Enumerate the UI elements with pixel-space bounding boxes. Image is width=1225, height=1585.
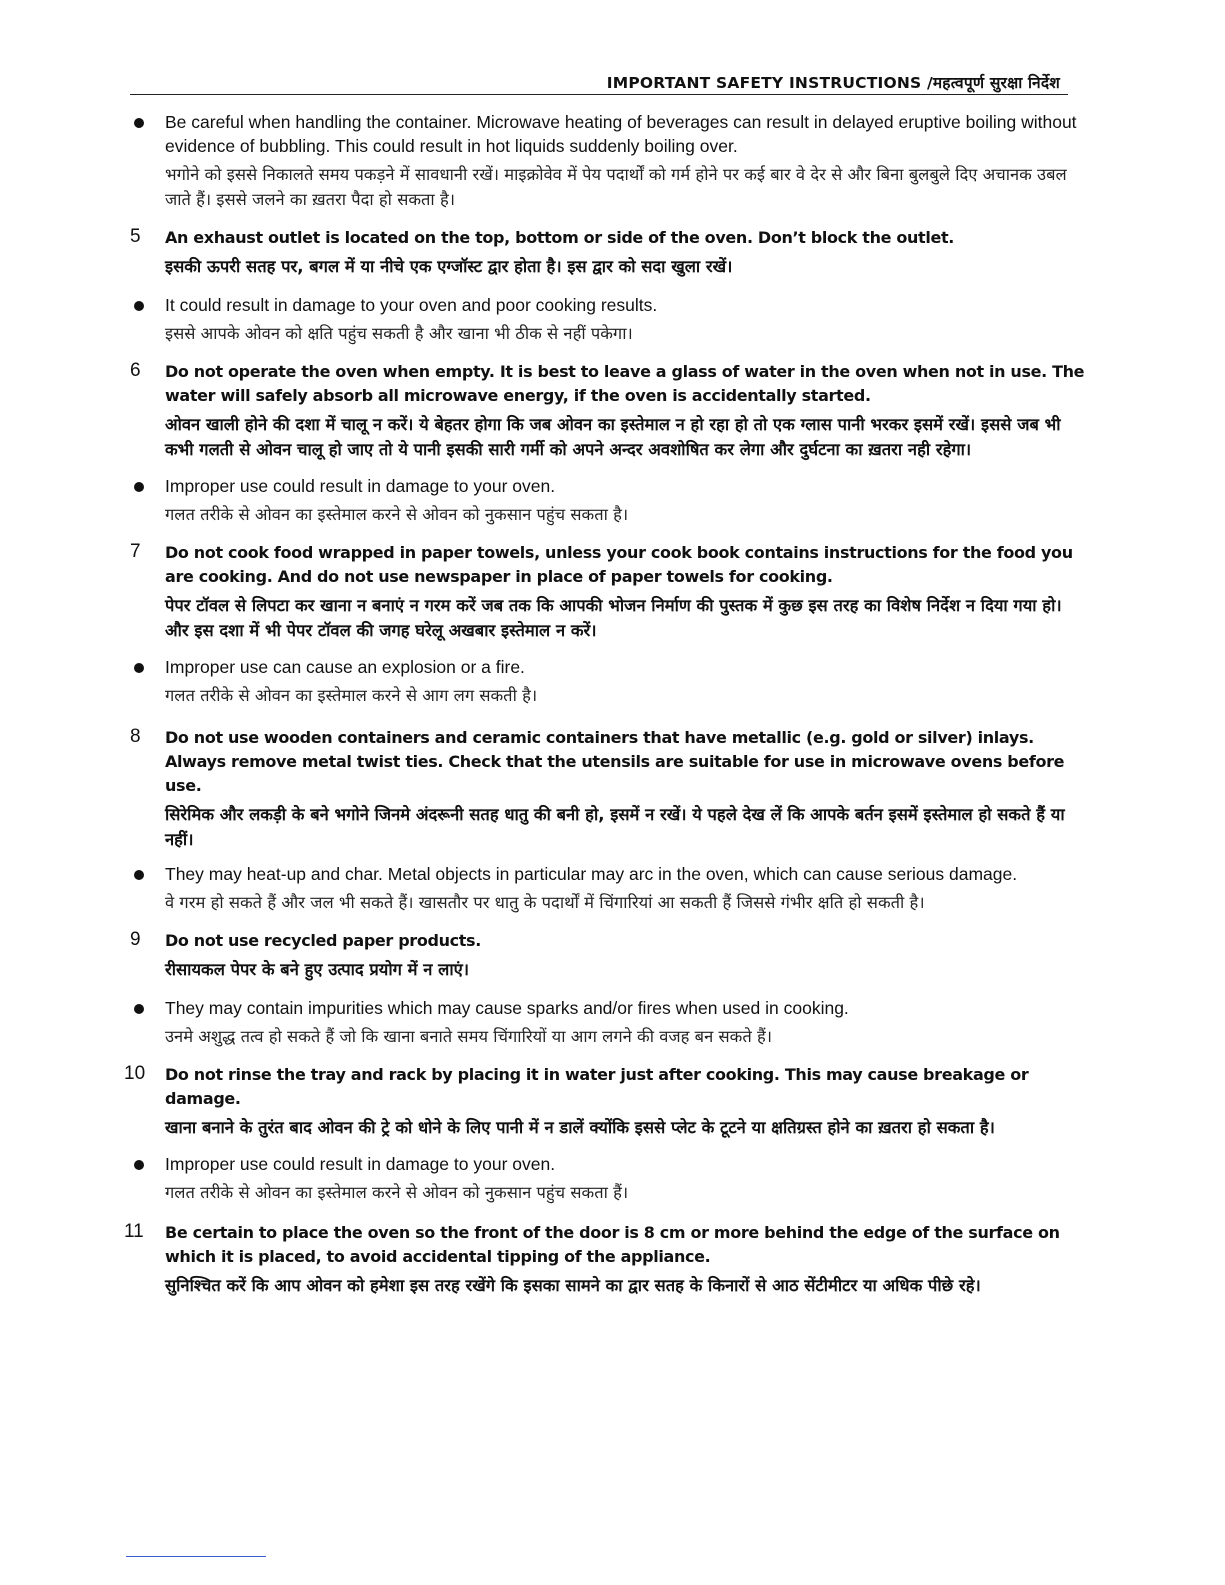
- english-text: An exhaust outlet is located on the top, bottom or side of the oven. Don’t block the outlet.: [165, 228, 954, 247]
- english-text: They may contain impurities which may cause sparks and/or fires when used in cooking.: [165, 998, 849, 1018]
- hindi-text: उनमे अशुद्ध तत्व हो सकते हैं जो कि खाना बनाते समय चिंगारियों या आग लगने की वजह बन सकते हैं।: [165, 1027, 772, 1046]
- english-text: Do not operate the oven when empty. It is best to leave a glass of water in the oven when not in use. The water will safely absorb all microwave energy, if the oven is accidentally started.: [165, 362, 1085, 405]
- english-text: They may heat-up and char. Metal objects in particular may arc in the oven, which can cause serious damage.: [165, 864, 1018, 884]
- english-text: It could result in damage to your oven and poor cooking results.: [165, 295, 658, 315]
- english-text: Improper use could result in damage to your oven.: [165, 1154, 556, 1174]
- bullet-icon: [134, 1160, 144, 1170]
- numbered-item: [130, 726, 1085, 852]
- bullet-icon: [134, 1004, 144, 1014]
- hindi-text: खाना बनाने के तुरंत बाद ओवन की ट्रे को धोने के लिए पानी में न डालें क्योंकि इससे प्लेट के टूटने या क्षतिग्रस्त होने का ख़तरा हो सकता है।: [165, 1118, 995, 1137]
- hindi-text: वे गरम हो सकते हैं और जल भी सकते हैं। खासतौर पर धातु के पदार्थों में चिंगारियां आ सकती हैं जिससे गंभीर क्षति हो सकती है।: [165, 893, 925, 912]
- hindi-text: ओवन खाली होने की दशा में चालू न करें। ये बेहतर होगा कि जब ओवन का इस्तेमाल न हो रहा हो तो एक ग्लास पानी भरकर इसमें रखें। इससे जब भी कभी गलती से ओवन चालू हो जाए तो ये पानी इसकी सारी गर्मी को अपने अन्दर अवशोषित कर लेगा और दुर्घटना का ख़तरा नही रहेगा।: [165, 415, 1061, 459]
- bullet-icon: [134, 301, 144, 311]
- numbered-item: [130, 226, 1085, 279]
- hindi-text: गलत तरीके से ओवन का इस्तेमाल करने से ओवन को नुकसान पहुंच सकता हैं।: [165, 1183, 629, 1202]
- page-header: [130, 68, 1068, 95]
- numbered-item: [124, 1063, 1085, 1140]
- english-text: Do not rinse the tray and rack by placing it in water just after cooking. This may cause breakage or damage.: [165, 1065, 1029, 1108]
- english-text: Be certain to place the oven so the front of the door is 8 cm or more behind the edge of the surface on which it is placed, to avoid accidental tipping of the appliance.: [165, 1223, 1060, 1266]
- bullet-icon: [134, 482, 144, 492]
- hindi-text: भगोने को इससे निकालते समय पकड़ने में सावधानी रखें। माइक्रोवेव में पेय पदार्थों को गर्म होने पर कई बार वे देर से और बिना बुलबुले दिए अचानक उबल जाते हैं। इससे जलने का ख़तरा पैदा हो सकता है।: [165, 165, 1067, 209]
- english-text: Be careful when handling the container. Microwave heating of beverages can result in delayed eruptive boiling without evidence of bubbling. This could result in hot liquids suddenly boiling over.: [165, 112, 1077, 156]
- hindi-text: गलत तरीके से ओवन का इस्तेमाल करने से आग लग सकती है।: [165, 686, 538, 705]
- english-text: Improper use could result in damage to your oven.: [165, 476, 556, 496]
- hindi-text: सुनिश्चित करें कि आप ओवन को हमेशा इस तरह रखेंगे कि इसका सामने का द्वार सतह के किनारों से आठ सेंटीमीटर या अधिक पीछे रहे।: [165, 1276, 981, 1295]
- numbered-item: [124, 1221, 1085, 1298]
- hindi-text: गलत तरीके से ओवन का इस्तेमाल करने से ओवन को नुकसान पहुंच सकता है।: [165, 505, 629, 524]
- bullet-item: [130, 655, 1085, 708]
- bullet-item: [130, 862, 1085, 915]
- item-number: 6: [130, 360, 141, 381]
- bullet-item: [130, 110, 1085, 212]
- hindi-text: इसकी ऊपरी सतह पर, बगल में या नीचे एक एग्जॉस्ट द्वार होता है। इस द्वार को सदा खुला रखें।: [165, 257, 733, 276]
- english-text: Do not use wooden containers and ceramic containers that have metallic (e.g. gold or silver) inlays. Always remove metal twist ties. Check that the utensils are suitable for use in microwave ovens before use.: [165, 728, 1065, 795]
- bullet-item: [130, 474, 1085, 527]
- bullet-icon: [134, 663, 144, 673]
- numbered-item: [130, 360, 1085, 462]
- bullet-item: [130, 996, 1085, 1049]
- hindi-text: इससे आपके ओवन को क्षति पहुंच सकती है और खाना भी ठीक से नहीं पकेगा।: [165, 324, 633, 343]
- instructions-list: [124, 110, 1085, 1298]
- item-number: 7: [130, 541, 141, 562]
- numbered-item: [130, 929, 1085, 982]
- hindi-text: सिरेमिक और लकड़ी के बने भगोने जिनमे अंदरूनी सतह धातु की बनी हो, इसमें न रखें। ये पहले देख लें कि आपके बर्तन इसमें इस्तेमाल हो सकते हैं या नहीं।: [165, 805, 1065, 849]
- footer-rule: [126, 1556, 266, 1557]
- item-number: 5: [130, 226, 141, 247]
- item-number: 11: [124, 1221, 144, 1242]
- item-number: 10: [124, 1063, 146, 1084]
- hindi-text: पेपर टॉवल से लिपटा कर खाना न बनाएं न गरम करें जब तक कि आपकी भोजन निर्माण की पुस्तक में कुछ इस तरह का विशेष निर्देश न दिया गया हो। और इस दशा में भी पेपर टॉवल की जगह घरेलू अखबार इस्तेमाल न करें।: [165, 596, 1062, 640]
- bullet-item: [130, 293, 1085, 346]
- item-number: 8: [130, 726, 141, 747]
- header-title: IMPORTANT SAFETY INSTRUCTIONS /महत्वपूर्ण सुरक्षा निर्देश: [606, 74, 1060, 92]
- item-number: 9: [130, 929, 141, 950]
- numbered-item: [130, 541, 1085, 643]
- english-text: Do not cook food wrapped in paper towels, unless your cook book contains instructions for the food you are cooking. And do not use newspaper in place of paper towels for cooking.: [165, 543, 1073, 586]
- bullet-icon: [134, 118, 144, 128]
- english-text: Do not use recycled paper products.: [165, 931, 481, 950]
- english-text: Improper use can cause an explosion or a fire.: [165, 657, 525, 677]
- hindi-text: रीसायकल पेपर के बने हुए उत्पाद प्रयोग में न लाएं।: [165, 960, 470, 979]
- bullet-item: [130, 1152, 1085, 1205]
- bullet-icon: [134, 870, 144, 880]
